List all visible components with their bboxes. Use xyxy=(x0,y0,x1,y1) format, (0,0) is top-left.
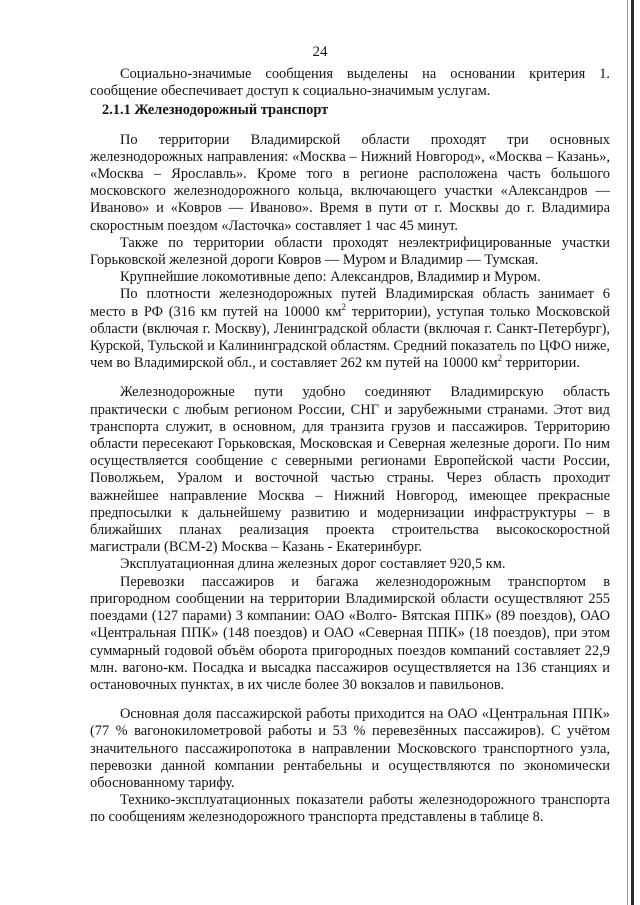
density-text-middle: территории), уступая только Московской области (включая г. Москву), Ленинградской области (включая г. Санкт-Петербург), Курской, Тульской и Калининградской областям. Средний показатель по ЦФО ниже, чем во Владимирской обл., и составляет 262 км путей на 10000 км xyxy=(90,303,610,372)
paragraph-directions: По территории Владимирской области проходят три основных железнодорожных направления: «Москва – Нижний Новгород», «Москва – Казань», «Москва – Ярославль». Кроме того в регионе расположена часть большого московского железнодорожного кольца, включающего участки «Александров — Иваново» и «Ковров — Иваново». Время в пути от г. Москвы до г. Владимира скоростным поездом «Ласточка» составляет 1 час 45 минут. xyxy=(90,131,610,234)
paragraph-density xyxy=(90,286,610,372)
intro-paragraph: Социально-значимые сообщения выделены на основании критерия 1. сообщение обеспечивает доступ к социально-значимым услугам. xyxy=(90,66,610,100)
page-number: 24 xyxy=(312,44,328,60)
paragraph-depots: Крупнейшие локомотивные депо: Александров, Владимир и Муром. xyxy=(120,269,541,286)
density-text-after: территории. xyxy=(502,355,580,372)
scan-edge-line-thin xyxy=(627,0,628,905)
page-content xyxy=(90,66,610,827)
scan-edge-line xyxy=(631,0,634,905)
paragraph-table-reference: Технико-эксплуатационных показатели работы железнодорожного транспорта по сообщениям железнодорожного транспорта представлены в таблице 8. xyxy=(90,792,610,826)
paragraph-passenger-transport: Перевозки пассажиров и багажа железнодорожным транспортом в пригородном сообщении на территории Владимирской области осуществляют 255 поездами (127 парами) 3 компании: ОАО «Волго- Вятская ППК» (89 поездов), ОАО «Центральная ППК» (148 поездов) и ОАО «Северная ППК» (18 поездов), при этом суммарный годовой объём оборота пригородных поездов компаний составляет 22,9 млн. вагоно-км. Посадка и высадка пассажиров осуществляется на 136 станциях и остановочных пунктах, в их числе более 30 вокзалов и павильонов. xyxy=(90,573,610,693)
density-text-before: По плотности железнодорожных путей Владимирская область занимает 6 место в РФ (316 км путей на 10000 км xyxy=(90,286,610,320)
paragraph-connections: Железнодорожные пути удобно соединяют Владимирскую область практически с любым регионом России, СНГ и зарубежными странами. Этот вид транспорта служит, в основном, для транзита грузов и пассажиров. Территорию области пересекают Горьковская, Московская и Северная железные дороги. По ним осуществляется сообщение с северными регионами Европейской части России, Поволжьем, Уралом и восточной частью страны. Через область проходит важнейшее направление Москва – Нижний Новгород, имеющее прекрасные предпосылки к дальнейшему развитию и модернизации инфраструктуры – в ближайших планах реализация проекта строительства высокоскоростной магистрали (ВСМ-2) Москва – Казань - Екатеринбург. xyxy=(90,384,610,556)
density-superscript: 2 xyxy=(341,301,346,312)
paragraph-length: Эксплуатационная длина железных дорог составляет 920,5 км. xyxy=(120,556,506,573)
density-superscript-2: 2 xyxy=(497,353,503,364)
section-heading: 2.1.1 Железнодорожный транспорт xyxy=(102,102,329,119)
paragraph-non-electrified: Также по территории области проходят неэлектрифицированные участки Горьковской железной дороги Ковров — Муром и Владимир — Тумская. xyxy=(90,234,610,269)
paragraph-main-share: Основная доля пассажирской работы приходится на ОАО «Центральная ППК» (77 % вагонокилометровой работы и 53 % перевезённых пассажиров). С учётом значительного пассажиропотока в направлении Московского транспортного узла, перевозки данной компании рентабельны и осуществляются по экономически обоснованному тарифу. xyxy=(90,706,610,791)
